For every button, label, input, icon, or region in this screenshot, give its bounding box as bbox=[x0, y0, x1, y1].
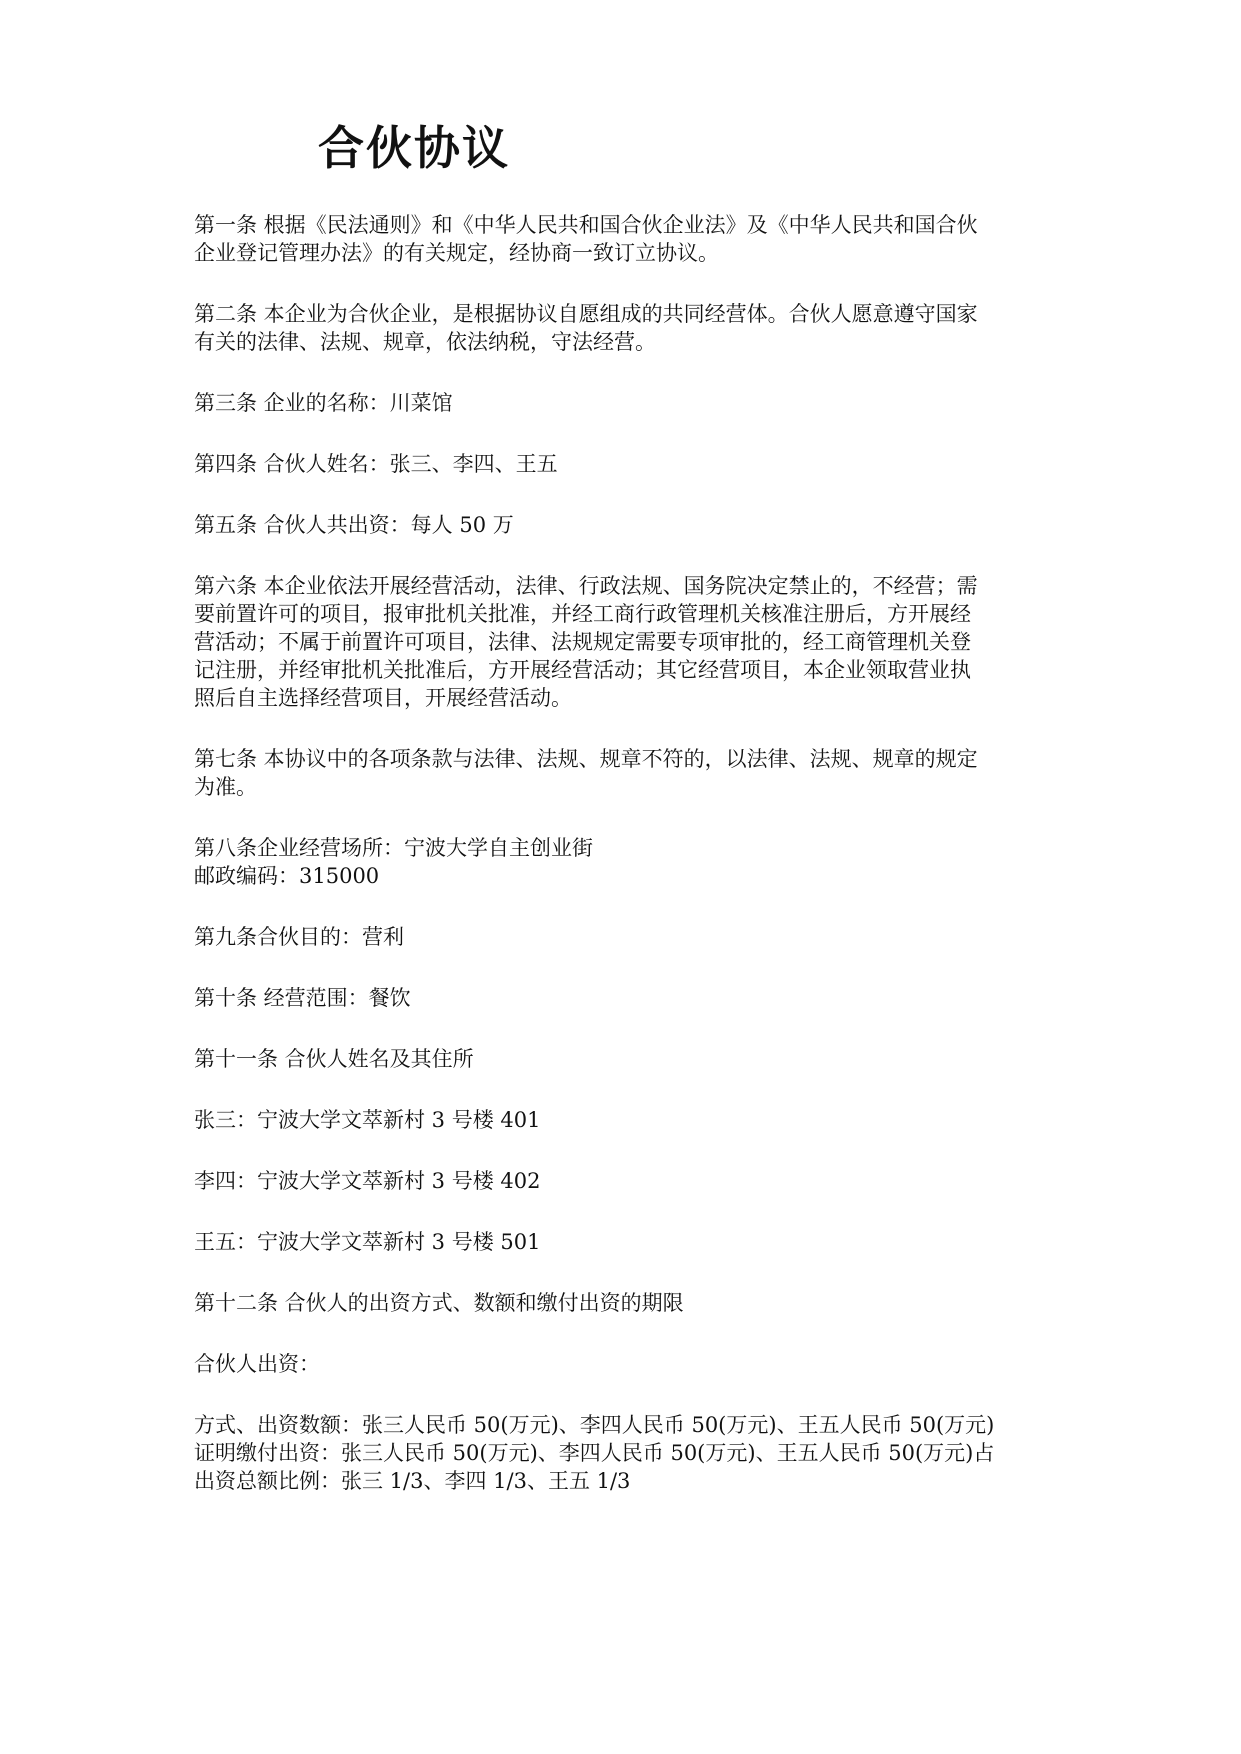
text-line: 第四条 合伙人姓名：张三、李四、王五 bbox=[194, 452, 558, 476]
text-line: 证明缴付出资：张三人民币 50(万元)、李四人民币 50(万元)、王五人民币 50(万元)占 bbox=[194, 1441, 995, 1465]
article-4 bbox=[194, 450, 1124, 478]
text-line: 第十一条 合伙人姓名及其住所 bbox=[194, 1047, 474, 1071]
text-line: 方式、出资数额：张三人民币 50(万元)、李四人民币 50(万元)、王五人民币 50(万元) bbox=[194, 1413, 995, 1437]
article-10 bbox=[194, 984, 1124, 1012]
document-title: 合伙协议 bbox=[318, 121, 510, 175]
article-12 bbox=[194, 1289, 1124, 1317]
text-line: 有关的法律、法规、规章，依法纳税，守法经营。 bbox=[194, 330, 656, 354]
text-line: 出资总额比例：张三 1/3、李四 1/3、王五 1/3 bbox=[194, 1469, 631, 1493]
article-2 bbox=[194, 300, 1124, 356]
text-line: 合伙人出资： bbox=[194, 1352, 320, 1376]
text-line: 第十二条 合伙人的出资方式、数额和缴付出资的期限 bbox=[194, 1291, 684, 1315]
text-line: 第八条企业经营场所：宁波大学自主创业街 bbox=[194, 836, 593, 860]
article-8 bbox=[194, 834, 1124, 890]
text-line: 企业登记管理办法》的有关规定，经协商一致订立协议。 bbox=[194, 241, 719, 265]
partner-address-zhangsan bbox=[194, 1106, 1124, 1134]
contribution-details bbox=[194, 1411, 1124, 1495]
text-line: 第九条合伙目的：营利 bbox=[194, 925, 404, 949]
partner-address-wangwu bbox=[194, 1228, 1124, 1256]
text-line: 为准。 bbox=[194, 775, 257, 799]
text-line: 要前置许可的项目，报审批机关批准，并经工商行政管理机关核准注册后，方开展经 bbox=[194, 602, 971, 626]
text-line: 照后自主选择经营项目，开展经营活动。 bbox=[194, 686, 572, 710]
text-line: 第二条 本企业为合伙企业，是根据协议自愿组成的共同经营体。合伙人愿意遵守国家 bbox=[194, 302, 978, 326]
article-1 bbox=[194, 211, 1124, 267]
text-line: 第十条 经营范围：餐饮 bbox=[194, 986, 411, 1010]
text-line: 营活动；不属于前置许可项目，法律、法规规定需要专项审批的，经工商管理机关登 bbox=[194, 630, 971, 654]
contribution-heading bbox=[194, 1350, 1124, 1378]
text-line: 第三条 企业的名称：川菜馆 bbox=[194, 391, 453, 415]
text-line: 第五条 合伙人共出资：每人 50 万 bbox=[194, 513, 514, 537]
article-5 bbox=[194, 511, 1124, 539]
text-line: 第七条 本协议中的各项条款与法律、法规、规章不符的，以法律、法规、规章的规定 bbox=[194, 747, 978, 771]
text-line: 第一条 根据《民法通则》和《中华人民共和国合伙企业法》及《中华人民共和国合伙 bbox=[194, 213, 978, 237]
text-line: 王五：宁波大学文萃新村 3 号楼 501 bbox=[194, 1230, 541, 1254]
text-line: 记注册，并经审批机关批准后，方开展经营活动；其它经营项目，本企业领取营业执 bbox=[194, 658, 971, 682]
article-6 bbox=[194, 572, 1124, 712]
text-line: 邮政编码：315000 bbox=[194, 864, 380, 888]
document-body bbox=[194, 211, 1124, 1495]
article-7 bbox=[194, 745, 1124, 801]
article-11 bbox=[194, 1045, 1124, 1073]
text-line: 张三：宁波大学文萃新村 3 号楼 401 bbox=[194, 1108, 541, 1132]
article-9 bbox=[194, 923, 1124, 951]
article-3 bbox=[194, 389, 1124, 417]
text-line: 第六条 本企业依法开展经营活动，法律、行政法规、国务院决定禁止的，不经营；需 bbox=[194, 574, 978, 598]
text-line: 李四：宁波大学文萃新村 3 号楼 402 bbox=[194, 1169, 541, 1193]
partner-address-lisi bbox=[194, 1167, 1124, 1195]
